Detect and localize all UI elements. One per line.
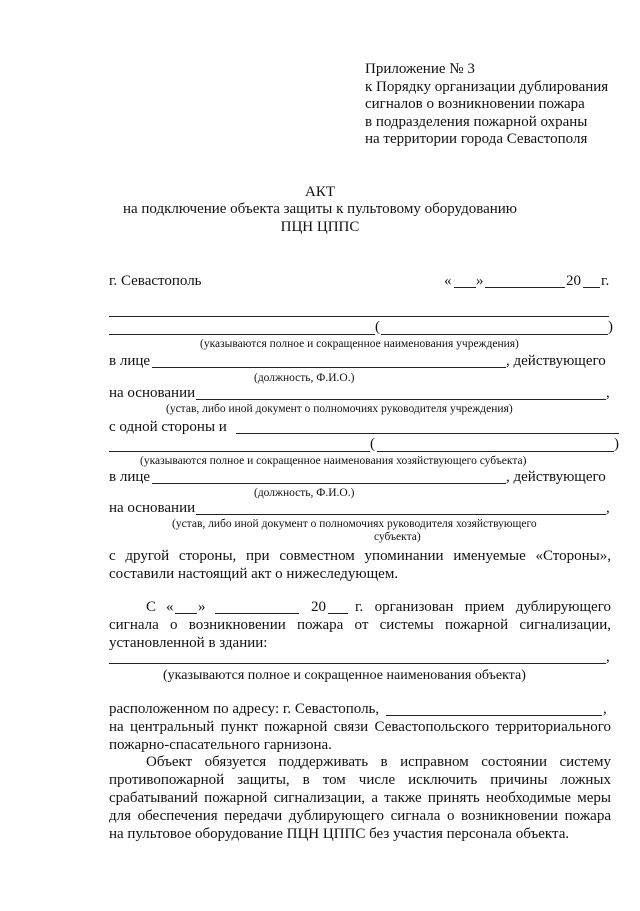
annex-line: к Порядку организации дублирования	[365, 78, 609, 95]
party1-basis-comma: ,	[606, 385, 610, 401]
annex-number: Приложение № 3	[365, 61, 475, 77]
p2-quote-close: »	[198, 599, 206, 615]
party2-basis-caption-cont: субъекта)	[374, 531, 421, 543]
party1-full-name-blank[interactable]	[109, 334, 375, 335]
date-year-prefix: 20	[566, 273, 581, 289]
party1-name-caption: (указываются полное и сокращенное наименования учреждения)	[200, 338, 519, 350]
party2-basis: на основании	[109, 500, 196, 516]
party1-basis-blank[interactable]	[196, 399, 606, 400]
date-year-suffix: г.	[601, 273, 610, 289]
object-caption: (указываются полное и сокращенное наименования объекта)	[163, 668, 526, 683]
address-blank[interactable]	[386, 715, 602, 716]
party2-person-caption: (должность, Ф.И.О.)	[254, 487, 355, 499]
party2-full-name-blank[interactable]	[109, 451, 370, 452]
obligation-line1: Объект обязуется поддерживать в исправном состоянии систему	[146, 754, 611, 770]
party1-blank-line[interactable]	[109, 316, 609, 317]
party2-paren-close: )	[614, 436, 619, 452]
obligation-line4: для обеспечения передачи дублирующего сигнала о возникновении пожара	[109, 808, 611, 824]
obligation-line2: противопожарной защиты, в том числе исключить причины ложных	[109, 772, 611, 788]
p2-line3: установленной в здании:	[109, 635, 268, 651]
party2-short-name-blank[interactable]	[377, 451, 614, 452]
party1-basis: на основании	[109, 385, 196, 401]
party2-name-caption: (указываются полное и сокращенное наименования хозяйствующего субъекта)	[140, 455, 527, 467]
party1-person-blank[interactable]	[152, 367, 506, 368]
object-name-blank[interactable]	[109, 663, 606, 664]
date-day-blank[interactable]	[454, 287, 476, 288]
party1-in-person: в лице	[109, 353, 151, 369]
party2-in-person: в лице	[109, 469, 151, 485]
party1-acting: , действующего	[506, 353, 606, 369]
object-comma: ,	[606, 649, 610, 665]
p2-rest: г. организован прием дублирующего	[355, 599, 611, 615]
p2-month-blank[interactable]	[215, 613, 299, 614]
annex-line: на территории города Севастополя	[365, 131, 588, 148]
party2-basis-blank[interactable]	[196, 514, 606, 515]
date-year-blank[interactable]	[583, 287, 600, 288]
paragraph-parties: с другой стороны, при совместном упоминании именуемые «Стороны»,	[109, 548, 611, 564]
p2-s: С	[146, 599, 157, 615]
obligation-line3: срабатываний пожарной сигнализации, а также принять необходимые меры	[109, 790, 611, 806]
document-title: АКТ	[305, 184, 335, 200]
p2-year-blank[interactable]	[328, 613, 348, 614]
address-line2: на центральный пункт пожарной связи Севастопольского территориального	[109, 719, 611, 735]
document-subtitle: на подключение объекта защиты к пультовому оборудованию	[122, 201, 518, 217]
place: г. Севастополь	[109, 273, 202, 289]
date-quote-open: «	[444, 273, 452, 289]
party2-paren-open: (	[370, 436, 375, 452]
obligation-line5: на пультовое оборудование ПЦН ЦППС без участия персонала объекта.	[109, 826, 570, 842]
address-line3: пожарно-спасательного гарнизона.	[109, 737, 332, 753]
party1-paren-open: (	[375, 319, 380, 335]
party1-short-name-blank[interactable]	[381, 334, 608, 335]
p2-day-blank[interactable]	[175, 613, 197, 614]
date-quote-close: »	[476, 273, 484, 289]
address-comma: ,	[603, 701, 607, 717]
party2-basis-comma: ,	[606, 500, 610, 516]
party2-acting: , действующего	[506, 469, 606, 485]
p2-quote-open: «	[166, 599, 174, 615]
party1-basis-caption: (устав, либо иной документ о полномочиях руководителя учреждения)	[166, 403, 513, 415]
p2-line2: сигнала о возникновении пожара от системы пожарной сигнализации,	[109, 617, 611, 633]
annex-line: сигналов о возникновении пожара	[365, 96, 585, 113]
one-side-text: с одной стороны и	[109, 419, 227, 435]
party1-paren-close: )	[608, 319, 613, 335]
party2-blank-line[interactable]	[236, 433, 619, 434]
paragraph-parties-cont: составили настоящий акт о нижеследующем.	[109, 566, 399, 582]
annex-line: в подразделения пожарной охраны	[365, 113, 588, 130]
address-label: расположенном по адресу: г. Севастополь,	[109, 701, 380, 717]
annex-header	[365, 61, 608, 149]
p2-year-prefix: 20	[311, 599, 326, 615]
document-subtitle-abbr: ПЦН ЦППС	[280, 219, 360, 235]
party2-person-blank[interactable]	[152, 483, 506, 484]
party1-person-caption: (должность, Ф.И.О.)	[254, 372, 355, 384]
party2-basis-caption: (устав, либо иной документ о полномочиях руководителя хозяйствующего	[172, 518, 537, 530]
date-month-blank[interactable]	[485, 287, 565, 288]
